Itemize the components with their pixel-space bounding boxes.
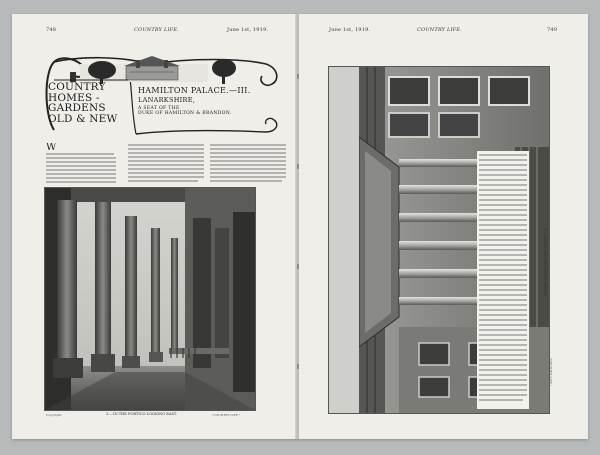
portico-photograph	[44, 187, 256, 411]
masthead-title	[48, 82, 120, 124]
right-running-head	[299, 27, 588, 37]
right-page-number: 749	[547, 27, 558, 33]
article-subtitle: LANARKSHIRE,	[138, 96, 196, 104]
article-heading	[138, 86, 268, 116]
body-text-column	[128, 143, 204, 185]
drop-cap: W	[46, 143, 57, 153]
text-lines-texture	[128, 143, 204, 185]
masthead-line: HOMES -	[48, 91, 100, 104]
left-page-number: 748	[46, 27, 57, 33]
left-running-head	[12, 27, 297, 37]
article-seat-line: A SEAT OF THE	[138, 106, 180, 111]
right-running-title: COUNTRY LIFE.	[417, 27, 462, 33]
body-text-column	[210, 143, 286, 185]
masthead-line: GARDENS	[48, 102, 106, 114]
right-photo-credit: "COUNTRY LIFE."	[549, 358, 553, 387]
left-page	[12, 14, 298, 439]
text-lines-texture	[46, 152, 116, 185]
text-lines-texture	[210, 143, 286, 185]
right-photo-caption: 2.—DETAIL OF THE NORTH FRONT.	[543, 228, 547, 296]
right-page	[299, 14, 588, 439]
article-title: HAMILTON PALACE.—III.	[138, 86, 251, 95]
masthead-line: COUNTRY	[48, 81, 106, 93]
body-text-column	[46, 143, 122, 185]
right-body-text-column	[477, 151, 529, 409]
masthead-line: OLD & NEW	[48, 112, 118, 125]
left-photo-credit: Copyright	[46, 413, 62, 417]
left-running-title: COUNTRY LIFE.	[134, 27, 179, 33]
portico-illustration	[45, 188, 255, 410]
left-photo-credit-right: "COUNTRY LIFE."	[212, 413, 241, 417]
left-page-date: June 1st, 1919.	[227, 27, 269, 33]
text-lines-texture	[477, 151, 529, 409]
right-page-date: June 1st, 1919.	[329, 27, 371, 33]
magazine-spread	[12, 14, 588, 439]
article-masthead	[40, 50, 284, 138]
left-photo-caption: 3.—IN THE PORTICO LOOKING EAST.	[106, 412, 177, 416]
article-owner-line: DUKE OF HAMILTON & BRANDON.	[138, 111, 232, 116]
